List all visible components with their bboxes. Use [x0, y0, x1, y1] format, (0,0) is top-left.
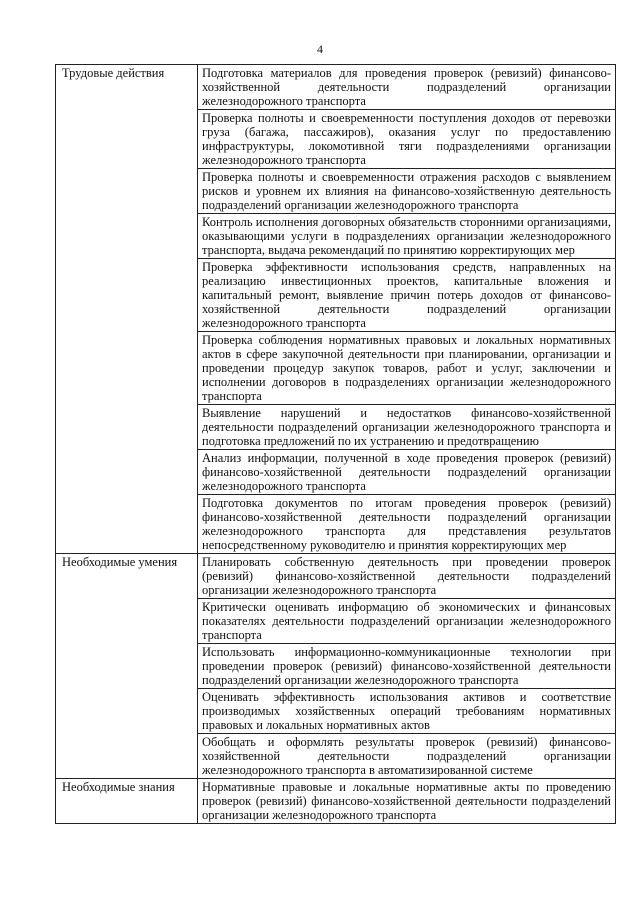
list-item: Подготовка материалов для проведения проверок (ревизий) финансово-хозяйственной деятельности подразделений организации железнодорожного транспорта	[198, 65, 615, 110]
list-item: Проверка эффективности использования средств, направленных на реализацию инвестиционных проектов, капитальные вложения и капитальный ремонт, выявление причин потерь доходов от финансово-хозяйственной деятельности подразделений организации железнодорожного транспорта	[198, 259, 615, 332]
section-items	[198, 779, 616, 824]
list-item: Оценивать эффективность использования активов и соответствие производимых хозяйственных операций требованиям нормативных правовых и локальных нормативных актов	[198, 689, 615, 734]
list-item: Нормативные правовые и локальные нормативные акты по проведению проверок (ревизий) финансово-хозяйственной деятельности подразделений организации железнодорожного транспорта	[202, 780, 611, 822]
section-label: Необходимые умения	[56, 554, 198, 779]
section-items	[198, 554, 616, 779]
table-body	[56, 65, 616, 824]
list-item: Проверка соблюдения нормативных правовых и локальных нормативных актов в сфере закупочной деятельности при планировании, организации и проведении процедур закупок товаров, работ и услуг, заключении и исполнении договоров в подразделениях организации железнодорожного транспорта	[198, 332, 615, 405]
section-required-knowledge	[56, 779, 616, 824]
list-item: Подготовка документов по итогам проведения проверок (ревизий) финансово-хозяйственной деятельности подразделений организации железнодорожного транспорта для представления результатов непосредственному руководителю и принятия корректирующих мер	[202, 496, 611, 552]
section-items	[198, 65, 616, 554]
section-labor-actions	[56, 65, 616, 554]
page-number: 4	[317, 42, 323, 56]
list-item: Обобщать и оформлять результаты проверок (ревизий) финансово-хозяйственной деятельности подразделений организации железнодорожного транспорта в автоматизированной системе	[202, 735, 611, 777]
section-label: Трудовые действия	[56, 65, 198, 554]
list-item: Планировать собственную деятельность при проведении проверок (ревизий) финансово-хозяйственной деятельности подразделений организации железнодорожного транспорта	[198, 554, 615, 599]
section-required-skills	[56, 554, 616, 779]
list-item: Проверка полноты и своевременности отражения расходов с выявлением рисков и уровнем их влияния на финансово-хозяйственную деятельность подразделений организации железнодорожного транспорта	[198, 169, 615, 214]
list-item: Использовать информационно-коммуникационные технологии при проведении проверок (ревизий) финансово-хозяйственной деятельности подразделений организации железнодорожного транспорта	[198, 644, 615, 689]
section-label: Необходимые знания	[56, 779, 198, 824]
list-item: Проверка полноты и своевременности поступления доходов от перевозки груза (багажа, пассажиров), оказания услуг по предоставлению инфраструктуры, локомотивной тяги подразделениями организации железнодорожного транспорта	[198, 110, 615, 169]
list-item: Критически оценивать информацию об экономических и финансовых показателях деятельности подразделений организации железнодорожного транспорта	[198, 599, 615, 644]
list-item: Выявление нарушений и недостатков финансово-хозяйственной деятельности подразделений организации железнодорожного транспорта и подготовка предложений по их устранению и предотвращению	[198, 405, 615, 450]
list-item: Анализ информации, полученной в ходе проведения проверок (ревизий) финансово-хозяйственной деятельности подразделений организации железнодорожного транспорта	[198, 450, 615, 495]
list-item: Контроль исполнения договорных обязательств сторонними организациями, оказывающими услуги в подразделениях организации железнодорожного транспорта, выдача рекомендаций по принятию корректирующих мер	[198, 214, 615, 259]
competency-table	[55, 64, 616, 824]
